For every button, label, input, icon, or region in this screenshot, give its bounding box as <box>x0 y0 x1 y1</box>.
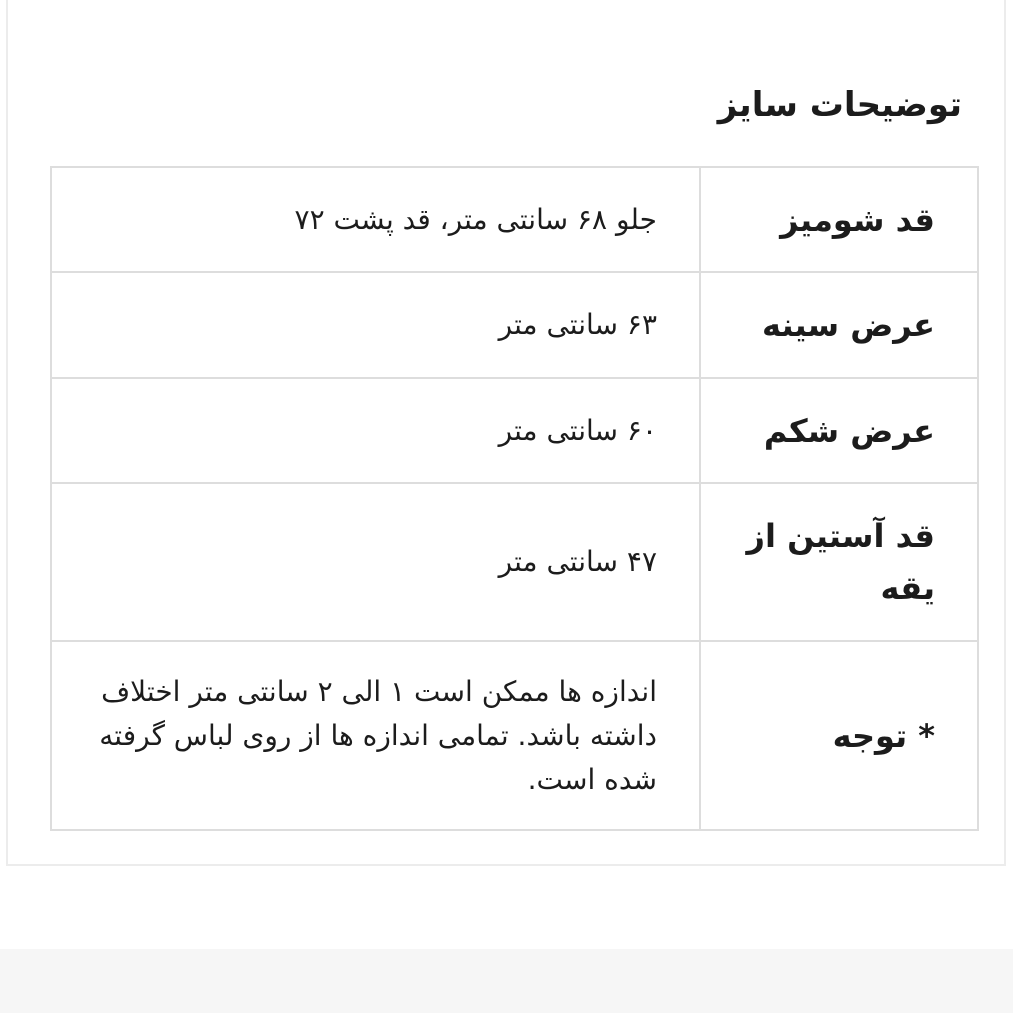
row-label: قد شومیز <box>700 167 978 272</box>
table-row <box>51 483 978 641</box>
row-value: جلو ۶۸ سانتی متر، قد پشت ۷۲ <box>51 167 700 272</box>
row-label: * توجه <box>700 641 978 830</box>
row-value: اندازه ها ممکن است ۱ الی ۲ سانتی متر اختلاف داشته باشد. تمامی اندازه ها از روی لباس گرفته شده است. <box>51 641 700 830</box>
row-label: عرض سینه <box>700 272 978 378</box>
table-row <box>51 167 978 272</box>
table-row <box>51 378 978 483</box>
row-value: ۶۳ سانتی متر <box>51 272 700 378</box>
footer-bar <box>0 949 1013 1013</box>
section-title: توضیحات سایز <box>717 85 962 125</box>
row-label: عرض شکم <box>700 378 978 483</box>
size-table <box>50 166 979 831</box>
size-description-card <box>6 0 1006 866</box>
table-row <box>51 641 978 830</box>
row-value: ۴۷ سانتی متر <box>51 483 700 641</box>
row-value: ۶۰ سانتی متر <box>51 378 700 483</box>
table-row <box>51 272 978 378</box>
row-label: قد آستین از یقه <box>700 483 978 641</box>
